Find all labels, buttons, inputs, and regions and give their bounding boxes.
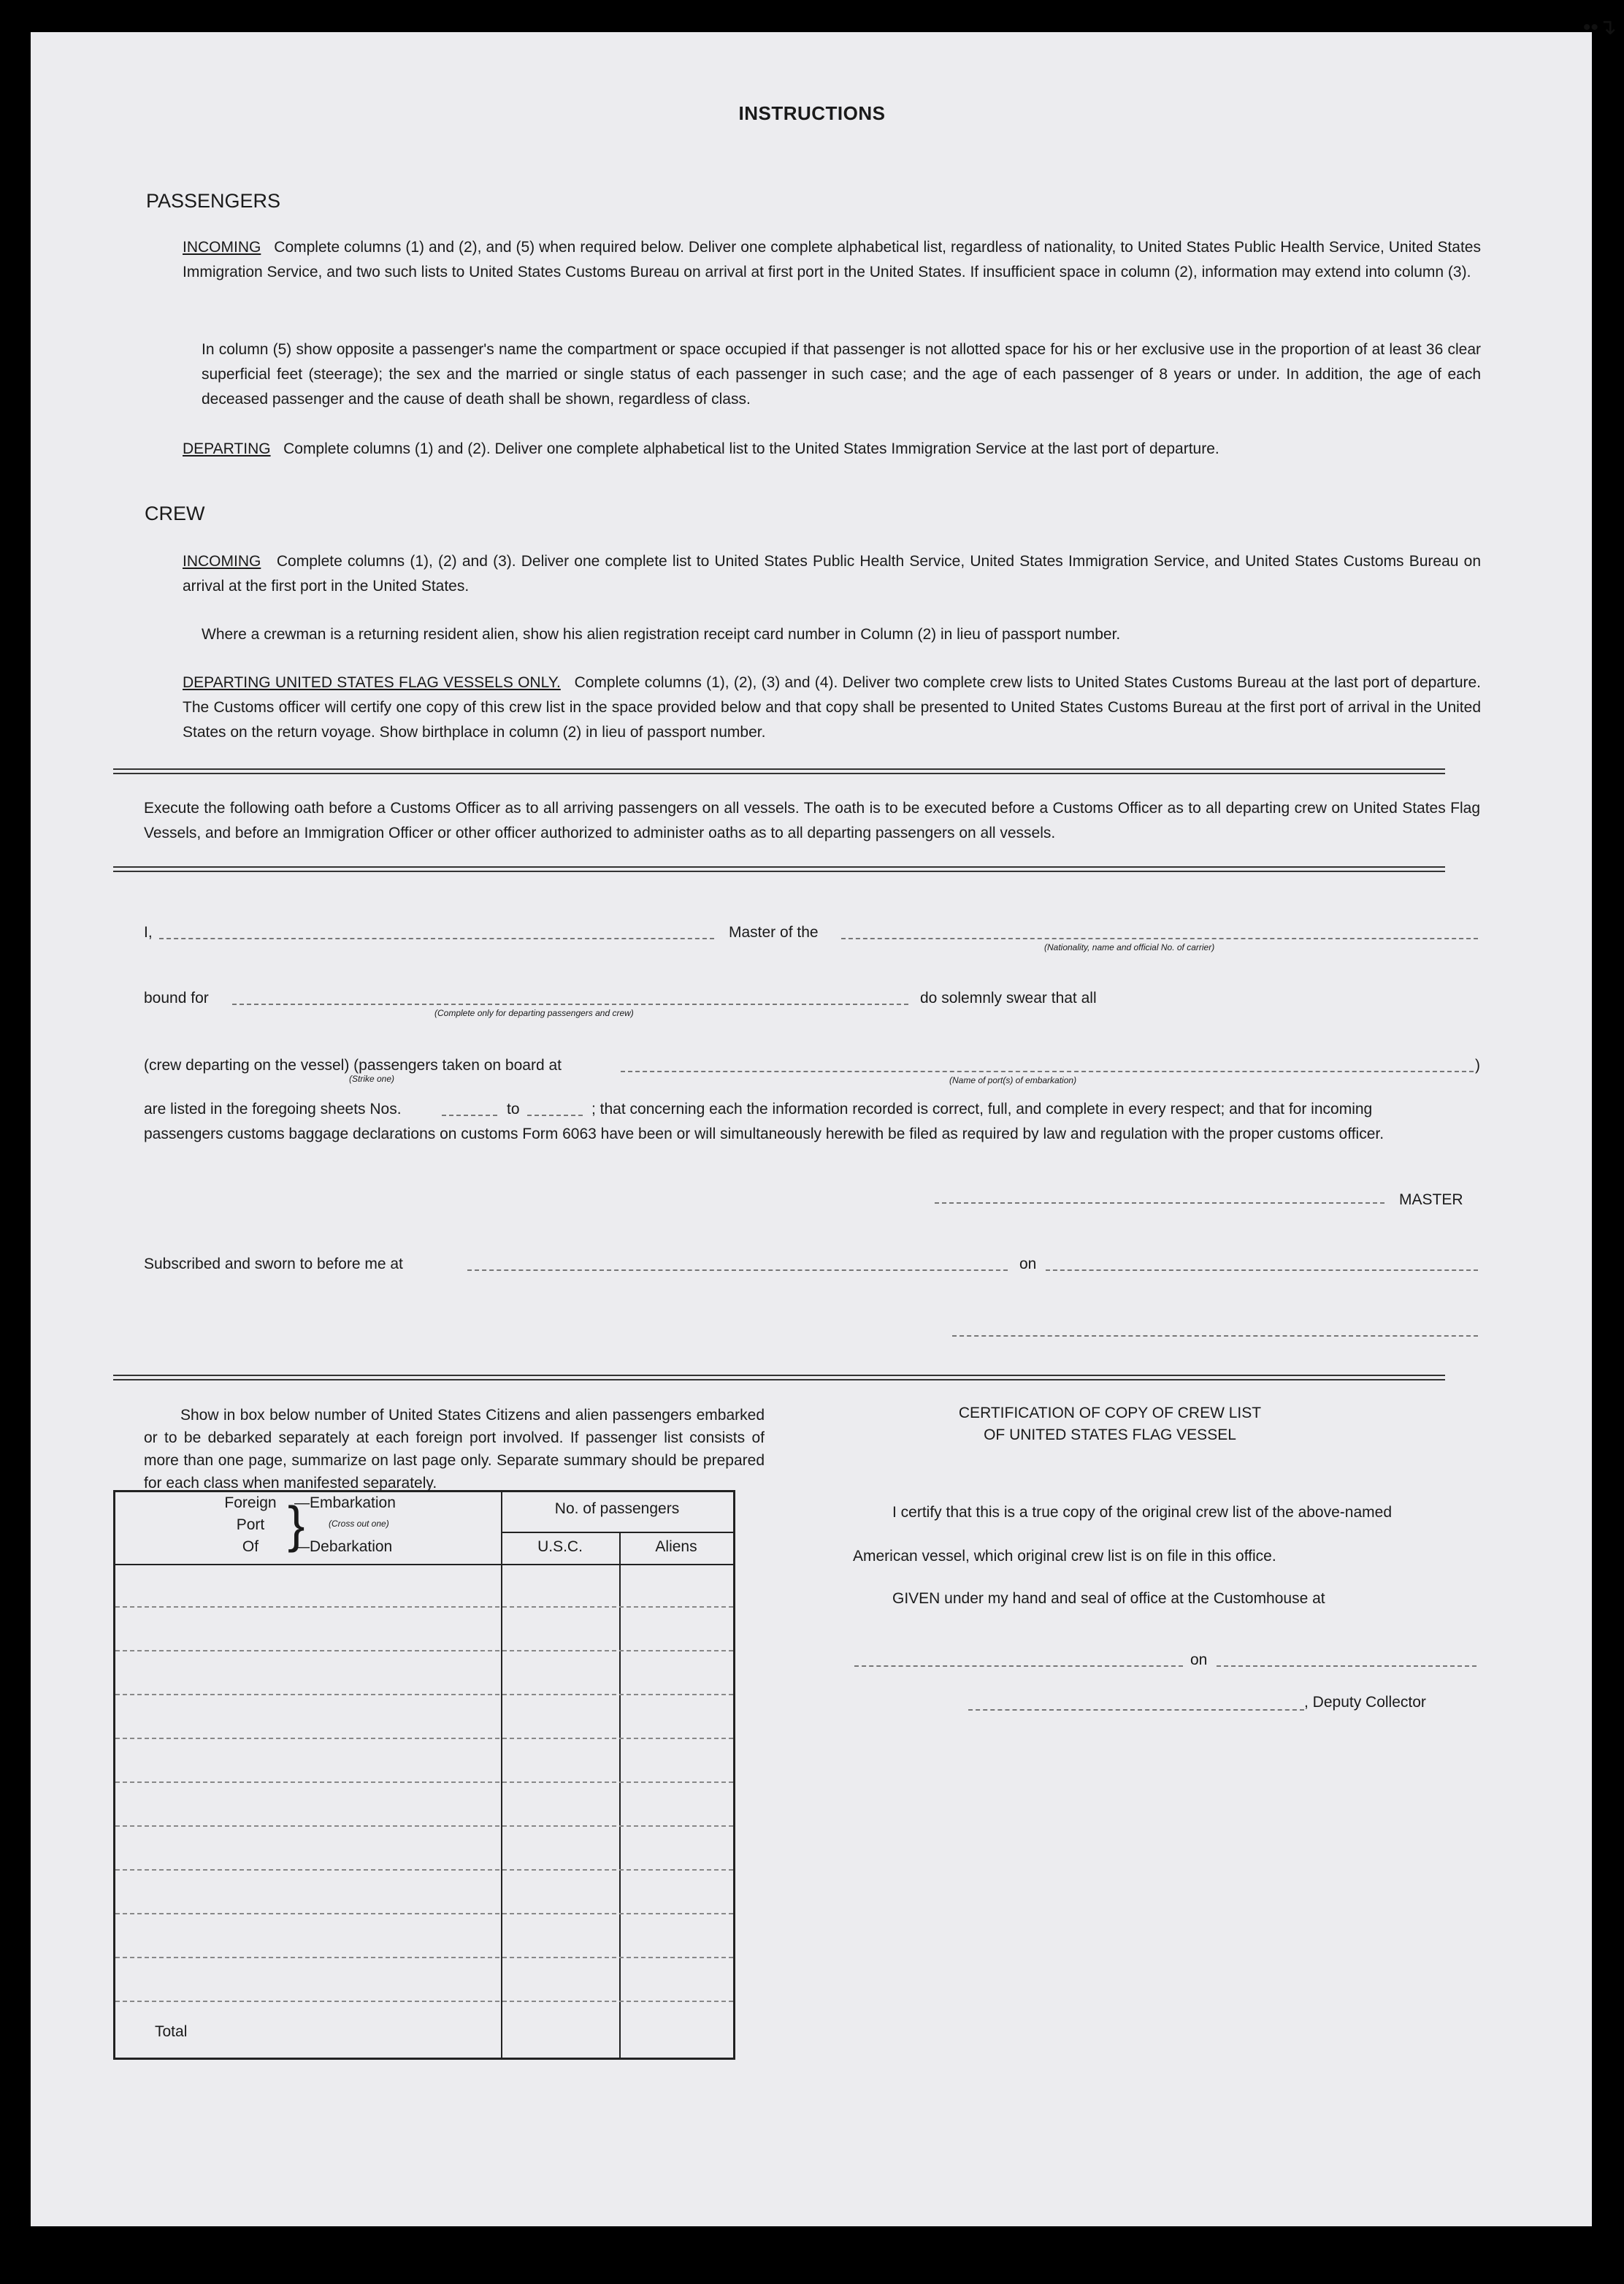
sheet-from-field[interactable] xyxy=(442,1115,497,1116)
header-bottom-line xyxy=(115,1564,733,1565)
table-row[interactable] xyxy=(115,1825,733,1827)
foreign-port-of-label xyxy=(203,1492,298,1558)
customhouse-place-field[interactable] xyxy=(854,1665,1183,1667)
table-row[interactable] xyxy=(115,1738,733,1739)
passengers-departing-text: Complete columns (1) and (2). Deliver one complete alphabetical list to the United States Immigration Service at the last port of departure. xyxy=(283,440,1219,457)
cross-out-note: (Cross out one) xyxy=(329,1519,389,1529)
no-of-passengers-header: No. of passengers xyxy=(554,1500,680,1517)
usc-header: U.S.C. xyxy=(537,1538,583,1555)
crew-resident-text: Where a crewman is a returning resident alien, show his alien registration receipt card number in Column (2) in lieu of passport number. xyxy=(202,626,1121,643)
crew-incoming-text: Complete columns (1), (2) and (3). Deliver one complete list to United States Public Health Service, United States Immigration Service, and United States Customs Bureau on arrival at the first port in the United States. xyxy=(183,553,1481,595)
port-label: Port xyxy=(236,1516,265,1533)
divider-2 xyxy=(113,866,1445,872)
departing-note: (Complete only for departing passengers and crew) xyxy=(434,1008,634,1018)
master-label: MASTER xyxy=(1399,1191,1463,1208)
crew-heading: CREW xyxy=(145,503,205,524)
carrier-field[interactable] xyxy=(841,938,1478,939)
summary-instructions: Show in box below number of United States Citizens and alien passengers embarked or to be debarked separately at each foreign port involved. If passenger list consists of more than one page, summarize on last page only. Separate summary should be prepared for each class when manifested separately. xyxy=(144,1407,765,1492)
passengers-incoming-label: INCOMING xyxy=(183,239,261,256)
cert-on-label: on xyxy=(1190,1651,1208,1668)
oath-instructions: Execute the following oath before a Customs Officer as to all arriving passengers on all vessels. The oath is to be executed before a Customs Officer as to all departing crew on United States Flag Vessels, and before an Immigration Officer or other officer authorized to administer oaths as to all departing passengers on all vessels. xyxy=(144,800,1480,841)
crew-incoming-block xyxy=(183,549,1481,599)
sworn-on-label: on xyxy=(1019,1256,1037,1272)
table-row[interactable] xyxy=(115,1781,733,1783)
officer-signature-field[interactable] xyxy=(952,1335,1478,1337)
page-title: INSTRUCTIONS xyxy=(738,102,886,124)
table-row[interactable] xyxy=(115,1957,733,1958)
master-of-the-label: Master of the xyxy=(729,924,819,941)
divider-1 xyxy=(113,768,1445,774)
given-text: GIVEN under my hand and seal of office at the Customhouse at xyxy=(892,1590,1325,1607)
sheet-to-field[interactable] xyxy=(527,1115,583,1116)
port-note: (Name of port(s) of embarkation) xyxy=(949,1075,1077,1085)
crew-incoming-label: INCOMING xyxy=(183,553,261,570)
header-split-line xyxy=(501,1532,733,1533)
passengers-departing-label: DEPARTING xyxy=(183,440,271,457)
passengers-heading: PASSENGERS xyxy=(146,190,281,212)
embarkation-label: —Embarkation xyxy=(294,1494,396,1511)
listed-to: to xyxy=(507,1101,520,1118)
table-row[interactable] xyxy=(115,1913,733,1914)
subscribed-label: Subscribed and sworn to before me at xyxy=(144,1256,403,1272)
passengers-incoming-block xyxy=(183,235,1481,285)
master-signature-field[interactable] xyxy=(935,1202,1384,1204)
sworn-place-field[interactable] xyxy=(467,1269,1008,1271)
crew-departing-label: DEPARTING UNITED STATES FLAG VESSELS ONLY. xyxy=(183,674,561,691)
foreign-label: Foreign xyxy=(224,1494,277,1511)
corner-marks: ••↴ xyxy=(1582,15,1617,39)
table-row[interactable] xyxy=(115,1606,733,1608)
passengers-departing-block xyxy=(183,437,1481,462)
crew-departing-text: Complete columns (1), (2), (3) and (4). Deliver two complete crew lists to United States Customs Bureau at the last port of departure. The Customs officer will certify one copy of this crew list in the space provided below and that copy shall be presented to United States Customs Bureau at the first port of arrival in the United States on the return voyage. Show birthplace in column (2) in lieu of passport number. xyxy=(183,674,1482,741)
bound-for-label: bound for xyxy=(144,990,209,1007)
brace-mark: } xyxy=(288,1496,305,1553)
crew-departing-text-line: (crew departing on the vessel) (passengers taken on board at xyxy=(144,1057,562,1074)
passenger-summary-table xyxy=(113,1490,735,2060)
total-label: Total xyxy=(155,2023,188,2040)
listed-text-c: passengers customs baggage declarations on customs Form 6063 have been or will simultaneously herewith be filed as required by law and regulation with the proper customs officer. xyxy=(144,1126,1384,1142)
col-divider-1 xyxy=(501,1492,502,2058)
crew-departing-block xyxy=(183,671,1481,745)
certification-title-line2: OF UNITED STATES FLAG VESSEL xyxy=(984,1426,1236,1443)
passengers-incoming-text: Complete columns (1) and (2), and (5) when required below. Deliver one complete alphabetical list, regardless of nationality, to United States Public Health Service, United States Immigration Service, and two such lists to United States Customs Bureau on arrival at first port in the United States. If insufficient space in column (2), information may extend into column (3). xyxy=(183,239,1481,280)
table-row[interactable] xyxy=(115,1694,733,1695)
col-divider-2 xyxy=(619,1532,621,2058)
deputy-signature-field[interactable] xyxy=(968,1709,1304,1711)
debarkation-label: —Debarkation xyxy=(294,1538,393,1555)
deputy-collector-label: , Deputy Collector xyxy=(1304,1694,1426,1711)
table-row[interactable] xyxy=(115,1650,733,1651)
aliens-header: Aliens xyxy=(655,1538,697,1555)
table-row[interactable] xyxy=(115,2001,733,2002)
certification-date-field[interactable] xyxy=(1217,1665,1476,1667)
oath-i-label: I, xyxy=(144,924,153,941)
nationality-note: (Nationality, name and official No. of carrier) xyxy=(1044,942,1215,952)
sworn-date-field[interactable] xyxy=(1046,1269,1478,1271)
close-paren: ) xyxy=(1475,1057,1480,1074)
listed-text-a: are listed in the foregoing sheets Nos. xyxy=(144,1101,402,1118)
swear-text: do solemnly swear that all xyxy=(920,990,1097,1007)
strike-one-note: (Strike one) xyxy=(349,1074,395,1084)
divider-3 xyxy=(113,1375,1445,1380)
certification-title xyxy=(905,1402,1314,1446)
certification-title-line1: CERTIFICATION OF COPY OF CREW LIST xyxy=(958,1405,1262,1421)
port-embarkation-field[interactable] xyxy=(621,1071,1474,1072)
table-row[interactable] xyxy=(115,1869,733,1871)
certify-text-a: I certify that this is a true copy of the original crew list of the above-named xyxy=(892,1504,1392,1521)
master-name-field[interactable] xyxy=(159,938,714,939)
of-label: Of xyxy=(242,1538,259,1555)
passengers-column5-text: In column (5) show opposite a passenger's name the compartment or space occupied if that passenger is not allotted space for his or her exclusive use in the proportion of at least 36 clear superficial feet (steerage); the sex and the married or single status of each passenger in such case; and the age of each passenger of 8 years or under. In addition, the age of each deceased passenger and the cause of death shall be shown, regardless of class. xyxy=(202,341,1481,408)
bound-for-field[interactable] xyxy=(232,1004,908,1005)
listed-text-b: ; that concerning each the information recorded is correct, full, and complete in every respect; and that for incoming xyxy=(591,1101,1373,1118)
certify-text-b: American vessel, which original crew list is on file in this office. xyxy=(853,1548,1276,1565)
